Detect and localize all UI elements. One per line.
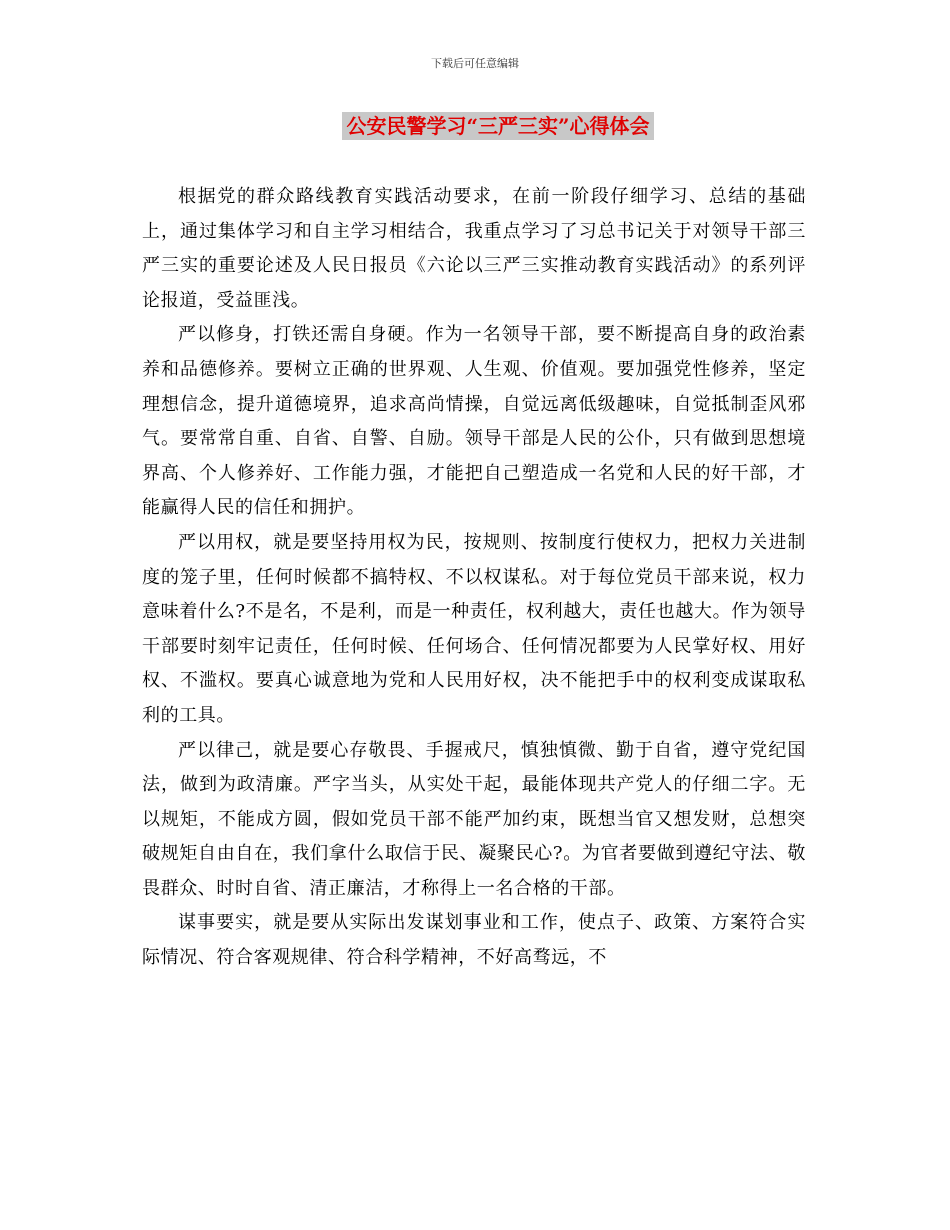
document-title: 公安民警学习“三严三实”心得体会 xyxy=(342,112,653,140)
title-container xyxy=(0,112,950,140)
paragraph-self-discipline: 严以律己，就是要心存敬畏、手握戒尺，慎独慎微、勤于自省，遵守党纪国法，做到为政清廉。严字当头，从实处干起，最能体现共产党人的仔细二字。无以规矩，不能成方圆，假如党员干部不能严加约束，既想当官又想发财，总想突破规矩自由自在，我们拿什么取信于民、凝聚民心?。为官者要做到遵纪守法、敬畏群众、时时自省、清正廉洁，才称得上一名合格的干部。 xyxy=(142,739,806,899)
paragraph-intro: 根据党的群众路线教育实践活动要求，在前一阶段仔细学习、总结的基础上，通过集体学习和自主学习相结合，我重点学习了习总书记关于对领导干部三严三实的重要论述及人民日报员《六论以三严三实推动教育实践活动》的系列评论报道，受益匪浅。 xyxy=(142,186,806,311)
paragraph-practical-planning: 谋事要实，就是要从实际出发谋划事业和工作，使点子、政策、方案符合实际情况、符合客观规律、符合科学精神，不好高骛远，不 xyxy=(142,912,806,969)
paragraph-self-cultivation: 严以修身，打铁还需自身硬。作为一名领导干部，要不断提高自身的政治素养和品德修养。要树立正确的世界观、人生观、价值观。要加强党性修养，坚定理想信念，提升道德境界，追求高尚情操，自觉远离低级趣味，自觉抵制歪风邪气。要常常自重、自省、自警、自励。领导干部是人民的公仆，只有做到思想境界高、个人修养好、工作能力强，才能把自己塑造成一名党和人民的好干部，才能赢得人民的信任和拥护。 xyxy=(142,324,806,519)
paragraph-use-of-power: 严以用权，就是要坚持用权为民，按规则、按制度行使权力，把权力关进制度的笼子里，任何时候都不搞特权、不以权谋私。对于每位党员干部来说，权力意味着什么?不是名，不是利，而是一种责任，权利越大，责任也越大。作为领导干部要时刻牢记责任，任何时候、任何场合、任何情况都要为人民掌好权、用好权、不滥权。要真心诚意地为党和人民用好权，决不能把手中的权利变成谋取私利的工具。 xyxy=(142,531,806,726)
header-note: 下载后可任意编辑 xyxy=(431,57,519,70)
document-body xyxy=(142,180,806,976)
